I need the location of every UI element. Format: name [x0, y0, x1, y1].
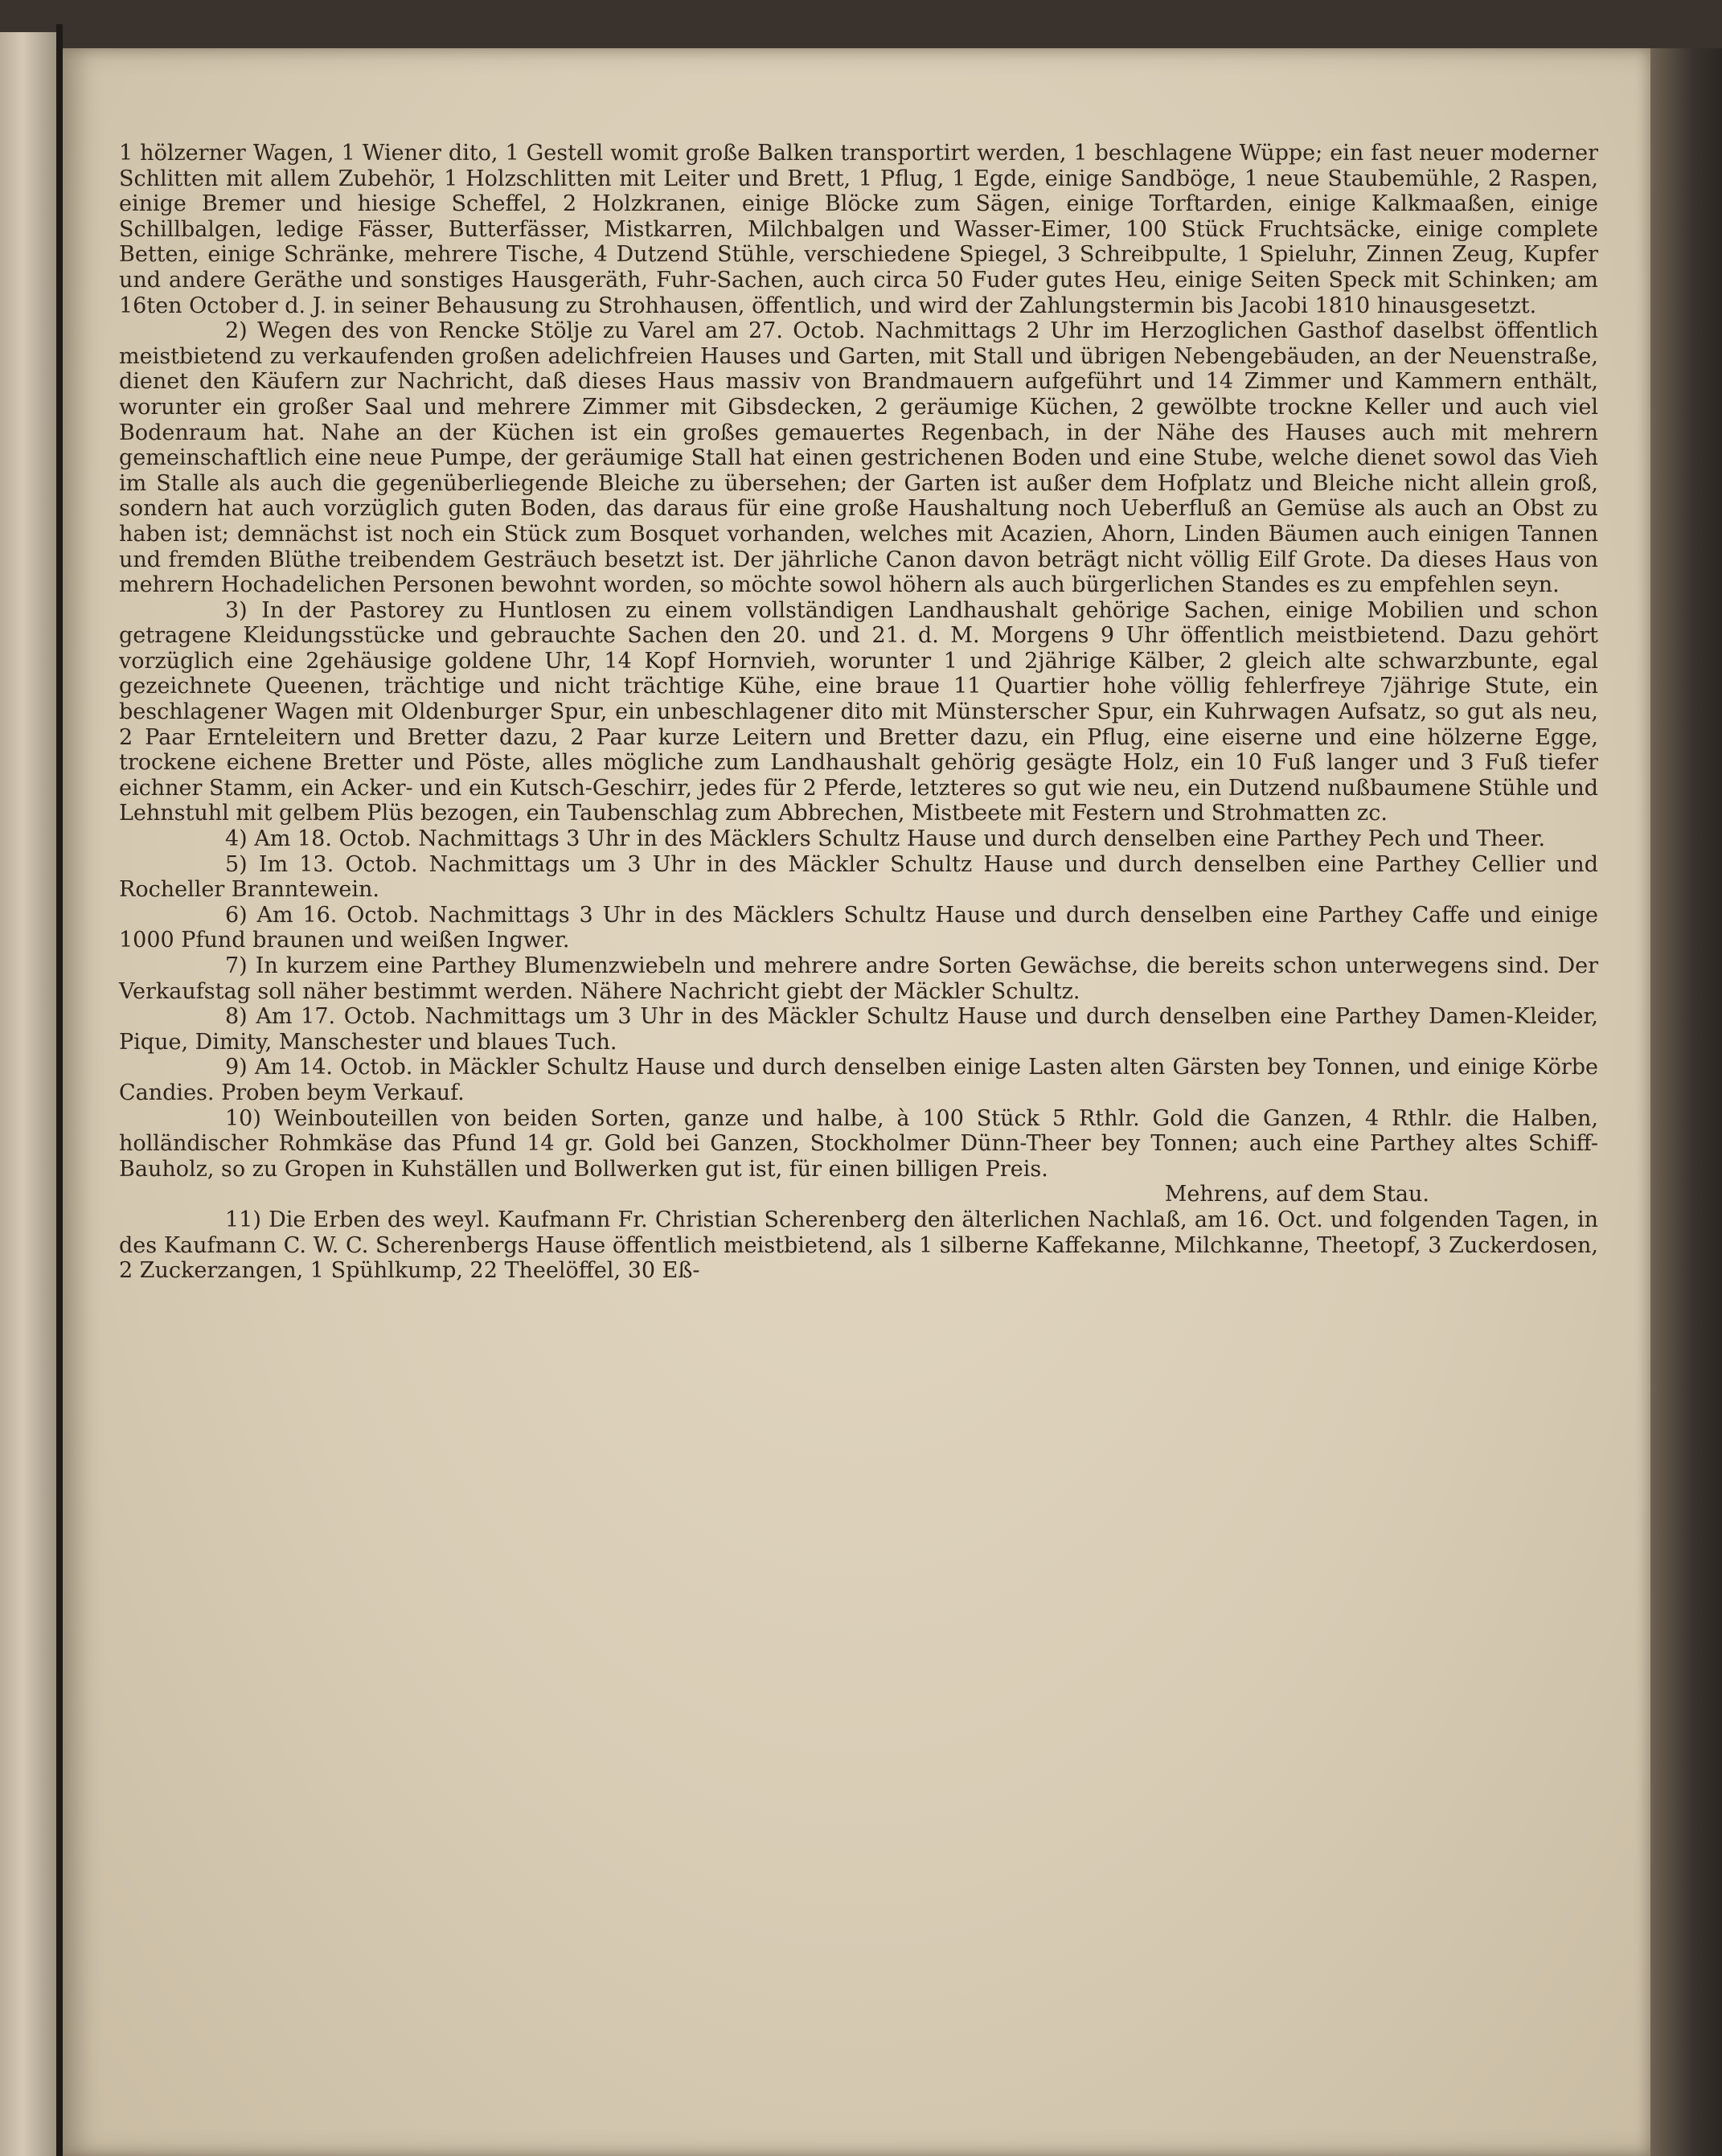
- paragraph-item-3: 3) In der Pastorey zu Huntlosen zu einem vollständigen Landhaushalt gehörige Sachen, einige Mobilien und schon getragene Kleidungsstücke und gebrauchte Sachen den 20. und 21. d. M. Morgens 9 Uhr öffentlich meistbietend. Dazu gehört vorzüglich eine 2gehäusige goldene Uhr, 14 Kopf Hornvieh, worunter 1 und 2jährige Kälber, 2 gleich alte schwarzbunte, egal gezeichnete Queenen, trächtige und nicht trächtige Kühe, eine braue 11 Quartier hohe völlig fehlerfreye 7jährige Stute, ein beschlagener Wagen mit Oldenburger Spur, ein unbeschlagener dito mit Münsterscher Spur, ein Kuhrwagen Aufsatz, so gut als neu, 2 Paar Ernteleitern und Bretter dazu, 2 Paar kurze Leitern und Bretter dazu, ein Pflug, eine eiserne und eine hölzerne Egge, trockene eichene Bretter und Pöste, alles mögliche zum Landhaushalt gehörig gesägte Holz, ein 10 Fuß langer und 3 Fuß tiefer eichner Stamm, ein Acker- und ein Kutsch-Geschirr, jedes für 2 Pferde, letzteres so gut wie neu, ein Dutzend nußbaumene Stühle und Lehnstuhl mit gelbem Plüs bezogen, ein Taubenschlag zum Abbrechen, Mistbeete mit Festern und Strohmatten zc.: [119, 597, 1598, 826]
- newspaper-page: [63, 48, 1650, 2156]
- page-edge-shadow: [1650, 48, 1722, 2156]
- book-gutter: [56, 24, 63, 2156]
- paragraph-item-7: 7) In kurzem eine Parthey Blumenzwiebeln und mehrere andre Sorten Gewächse, die bereits schon unterwegens sind. Der Verkaufstag soll näher bestimmt werden. Nähere Nachricht giebt der Mäckler Schultz.: [119, 953, 1598, 1004]
- paragraph-continuation: 1 hölzerner Wagen, 1 Wiener dito, 1 Gestell womit große Balken transportirt werden, 1 beschlagene Wüppe; ein fast neuer moderner Schlitten mit allem Zubehör, 1 Holzschlitten mit Leiter und Brett, 1 Pflug, 1 Egde, einige Sandböge, 1 neue Staubemühle, 2 Raspen, einige Bremer und hiesige Scheffel, 2 Holzkranen, einige Blöcke zum Sägen, einige Torftarden, einige Kalkmaaßen, einige Schillbalgen, ledige Fässer, Butterfässer, Mistkarren, Milchbalgen und Wasser-Eimer, 100 Stück Fruchtsäcke, einige complete Betten, einige Schränke, mehrere Tische, 4 Dutzend Stühle, verschiedene Spiegel, 3 Schreibpulte, 1 Spieluhr, Zinnen Zeug, Kupfer und andere Geräthe und sonstiges Hausgeräth, Fuhr-Sachen, auch circa 50 Fuder gutes Heu, einige Seiten Speck mit Schinken; am 16ten October d. J. in seiner Behausung zu Strohhausen, öffentlich, und wird der Zahlungstermin bis Jacobi 1810 hinausgesetzt.: [119, 141, 1598, 318]
- page-text-block: [119, 141, 1598, 1284]
- paragraph-item-10-text: 10) Weinbouteillen von beiden Sorten, ganze und halbe, à 100 Stück 5 Rthlr. Gold die Ganzen, 4 Rthlr. die Halben, holländischer Rohmkäse das Pfund 14 gr. Gold bei Ganzen, Stockholmer Dünn-Theer bey Tonnen; auch eine Parthey altes Schiff-Bauholz, so zu Gropen in Kuhställen und Bollwerken gut ist, für einen billigen Preis.: [119, 1105, 1598, 1182]
- paragraph-item-2: 2) Wegen des von Rencke Stölje zu Varel am 27. Octob. Nachmittags 2 Uhr im Herzoglichen Gasthof daselbst öffentlich meistbietend zu verkaufenden großen adelichfreien Hauses und Garten, mit Stall und übrigen Nebengebäuden, an der Neuenstraße, dienet den Käufern zur Nachricht, daß dieses Haus massiv von Brandmauern aufgeführt und 14 Zimmer und Kammern enthält, worunter ein großer Saal und mehrere Zimmer mit Gibsdecken, 2 geräumige Küchen, 2 gewölbte trockne Keller und auch viel Bodenraum hat. Nahe an der Küchen ist ein großes gemauertes Regenbach, in der Nähe des Hauses auch mit mehrern gemeinschaftlich eine neue Pumpe, der geräumige Stall hat einen gestrichenen Boden und eine Stube, welche dienet sowol das Vieh im Stalle als auch die gegenüberliegende Bleiche zu übersehen; der Garten ist außer dem Hofplatz und Bleiche nicht allein groß, sondern hat auch vorzüglich guten Boden, das daraus für eine große Haushaltung noch Ueberfluß an Gemüse als auch an Obst zu haben ist; demnächst ist noch ein Stück zum Bosquet vorhanden, welches mit Acazien, Ahorn, Linden Bäumen auch einigen Tannen und fremden Blüthe treibendem Gesträuch besetzt ist. Der jährliche Canon davon beträgt nicht völlig Eilf Grote. Da dieses Haus von mehrern Hochadelichen Personen bewohnt worden, so möchte sowol höhern als auch bürgerlichen Standes es zu empfehlen seyn.: [119, 318, 1598, 598]
- paragraph-item-9: 9) Am 14. Octob. in Mäckler Schultz Hause und durch denselben einige Lasten alten Gärsten bey Tonnen, und einige Körbe Candies. Proben beym Verkauf.: [119, 1055, 1598, 1105]
- paragraph-item-6: 6) Am 16. Octob. Nachmittags 3 Uhr in des Mäcklers Schultz Hause und durch denselben eine Parthey Caffe und einige 1000 Pfund braunen und weißen Ingwer.: [119, 902, 1598, 953]
- paragraph-item-8: 8) Am 17. Octob. Nachmittags um 3 Uhr in des Mäckler Schultz Hause und durch denselben eine Parthey Damen-Kleider, Pique, Dimity, Manschester und blaues Tuch.: [119, 1004, 1598, 1055]
- paragraph-item-10: [119, 1106, 1598, 1207]
- paragraph-item-11: 11) Die Erben des weyl. Kaufmann Fr. Christian Scherenberg den älterlichen Nachlaß, am 16. Oct. und folgenden Tagen, in des Kaufmann C. W. C. Scherenbergs Hause öffentlich meistbietend, als 1 silberne Kaffekanne, Milchkanne, Theetopf, 3 Zuckerdosen, 2 Zuckerzangen, 1 Spühlkump, 22 Theelöffel, 30 Eß-: [119, 1207, 1598, 1284]
- paragraph-item-4: 4) Am 18. Octob. Nachmittags 3 Uhr in des Mäcklers Schultz Hause und durch denselben eine Parthey Pech und Theer.: [225, 826, 1546, 852]
- facing-page-edge: [0, 32, 56, 2156]
- advertiser-signoff: Mehrens, auf dem Stau.: [1164, 1182, 1429, 1207]
- paragraph-item-5: 5) Im 13. Octob. Nachmittags um 3 Uhr in des Mäckler Schultz Hause und durch denselben eine Parthey Cellier und Rocheller Branntewein.: [119, 851, 1598, 903]
